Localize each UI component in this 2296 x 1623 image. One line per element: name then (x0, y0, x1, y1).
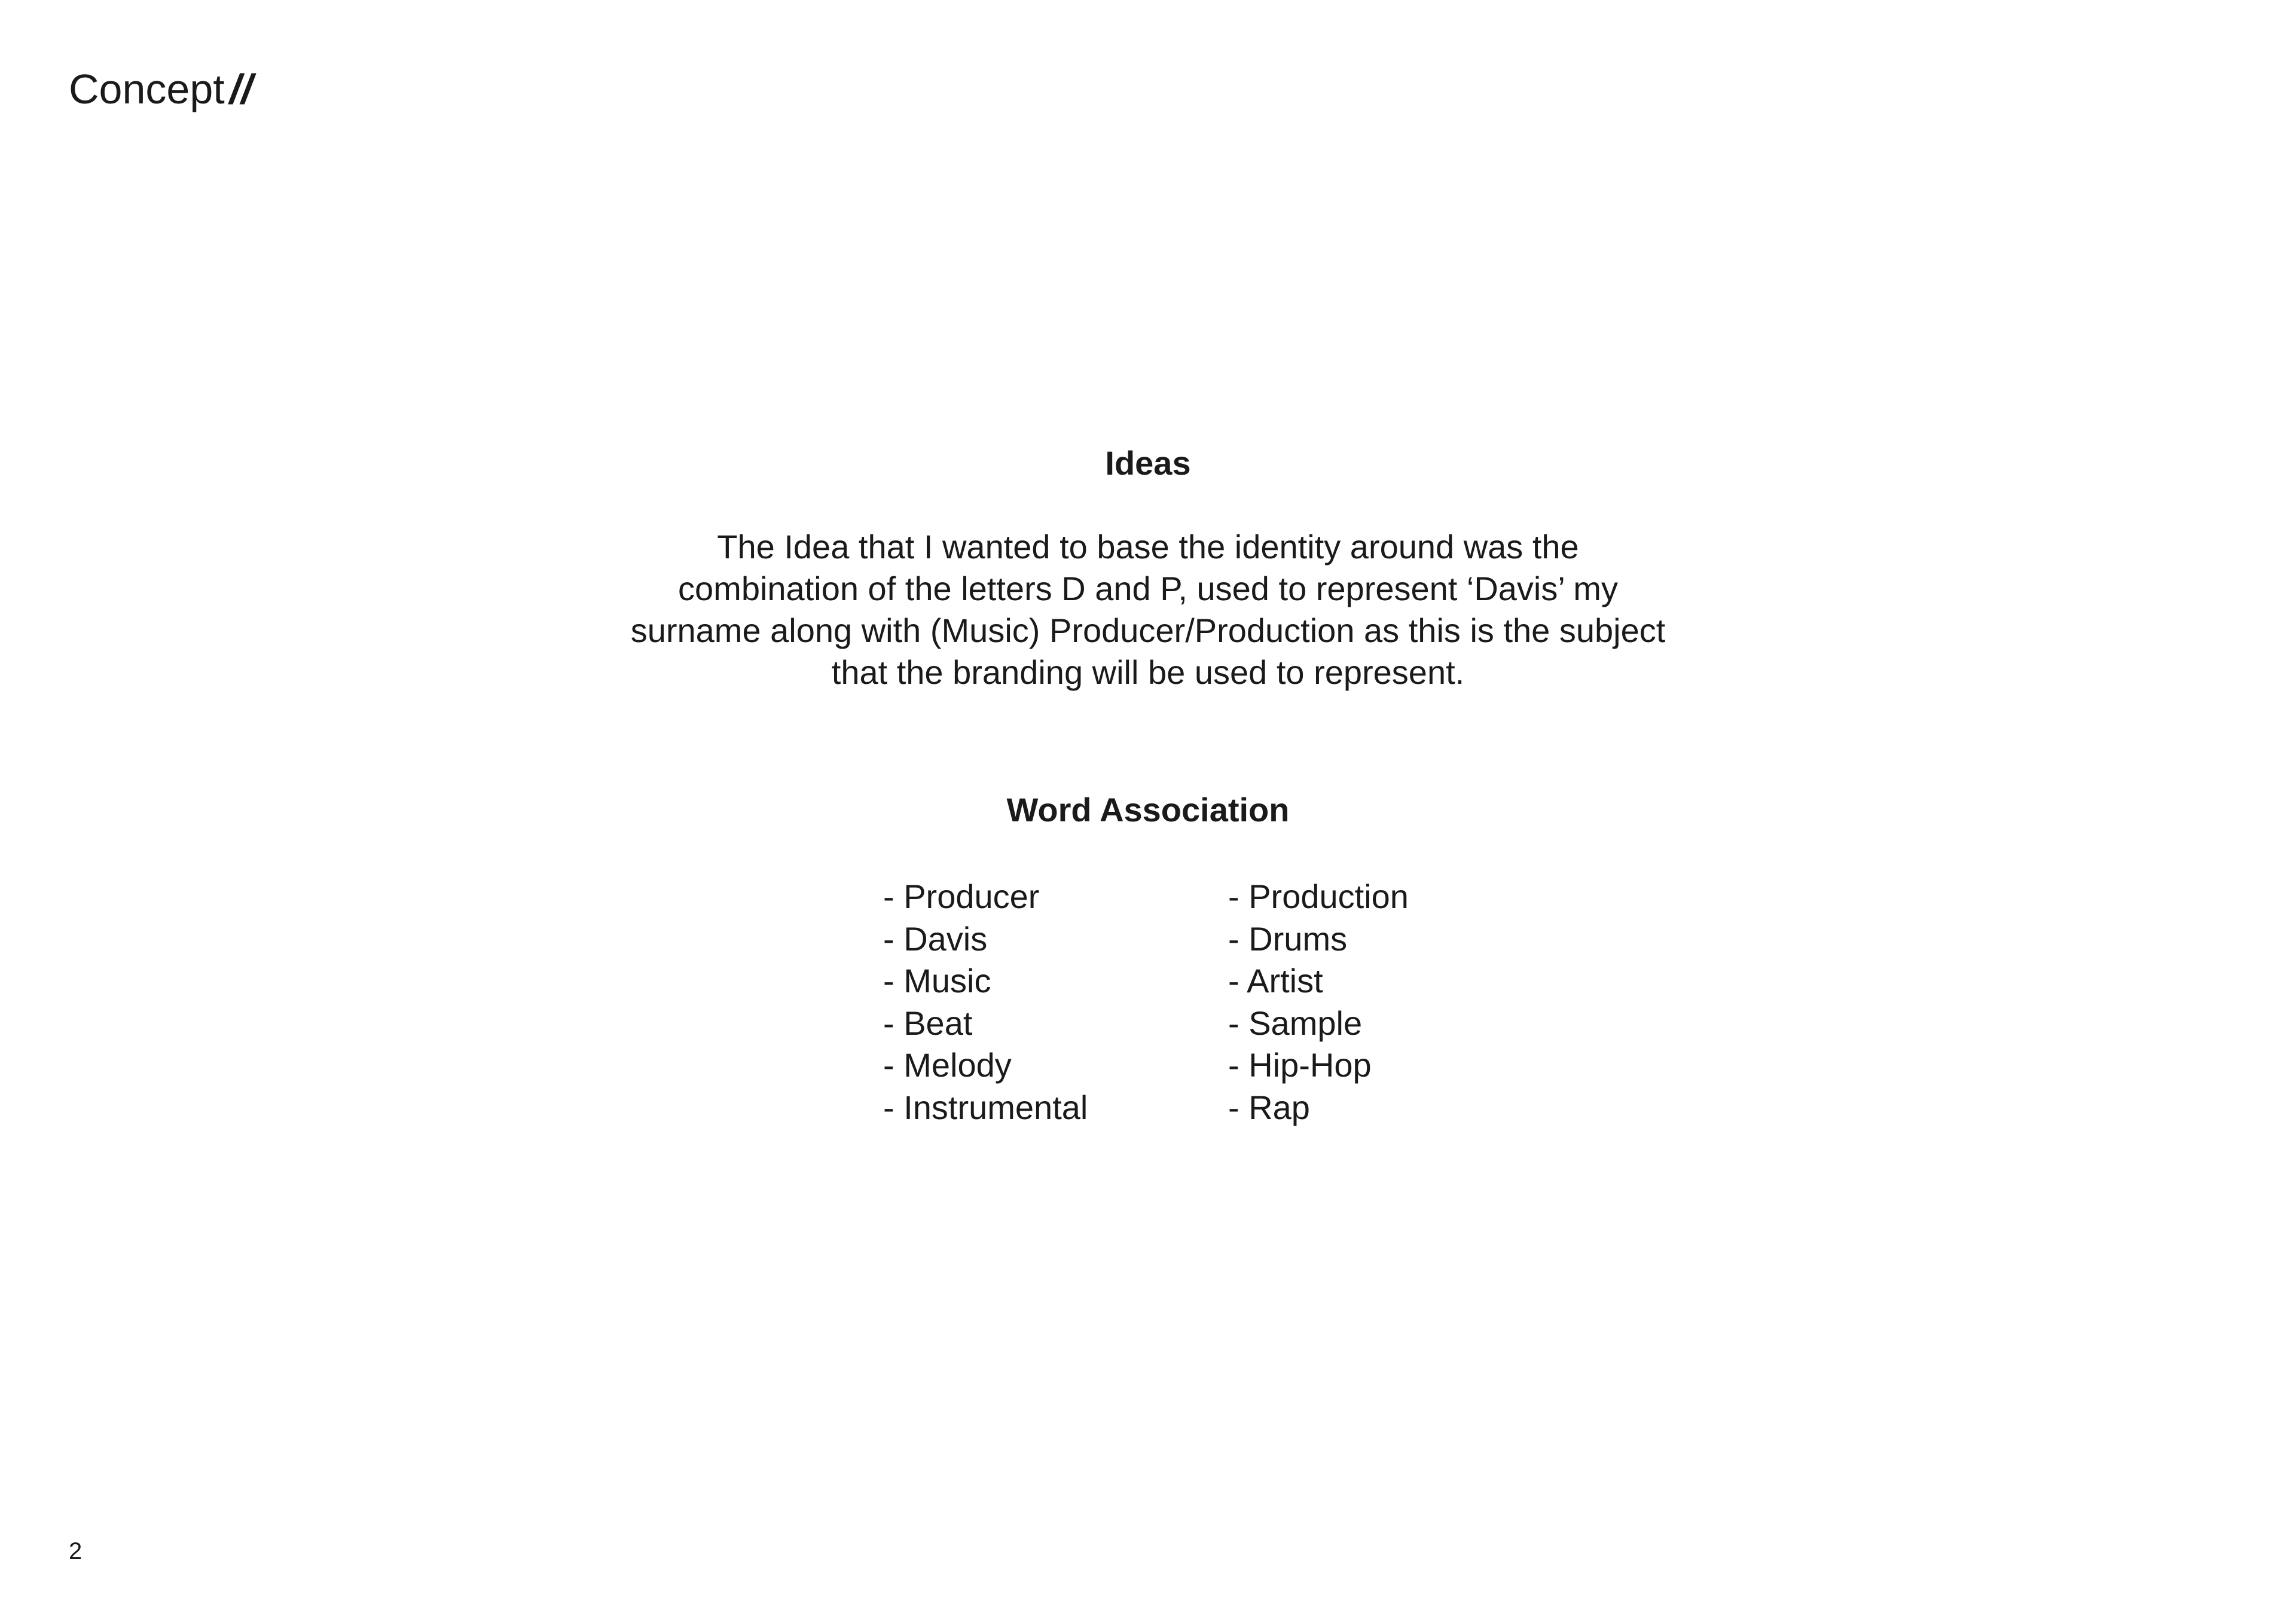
word-item: - Producer (883, 878, 1040, 915)
ideas-paragraph (550, 526, 1746, 693)
ideas-line: The Idea that I wanted to base the identity around was the (717, 528, 1579, 566)
word-list-left (883, 876, 1088, 1129)
page-title: Concept (69, 66, 225, 112)
word-list-right (1228, 876, 1409, 1129)
word-item: - Sample (1228, 1004, 1363, 1042)
word-item: - Instrumental (883, 1088, 1088, 1126)
word-item: - Drums (1228, 919, 1348, 958)
word-item: - Beat (883, 1004, 973, 1042)
ideas-line: combination of the letters D and P, used to represent ‘Davis’ my (678, 570, 1618, 607)
word-item: - Production (1228, 878, 1409, 915)
word-item: - Artist (1228, 962, 1323, 1000)
word-item: - Melody (883, 1046, 1012, 1084)
ideas-line: surname along with (Music) Producer/Production as this is the subject (630, 612, 1666, 649)
title-slash-mark: // (229, 66, 253, 112)
word-item: - Davis (883, 919, 988, 958)
page-header (69, 62, 253, 116)
word-item: - Rap (1228, 1088, 1310, 1126)
ideas-heading: Ideas (1105, 444, 1191, 482)
word-item: - Music (883, 962, 991, 1000)
page-number: 2 (69, 1538, 83, 1564)
ideas-line: that the branding will be used to represent. (831, 653, 1465, 691)
word-item: - Hip-Hop (1228, 1046, 1372, 1084)
word-association-heading: Word Association (1006, 791, 1290, 829)
